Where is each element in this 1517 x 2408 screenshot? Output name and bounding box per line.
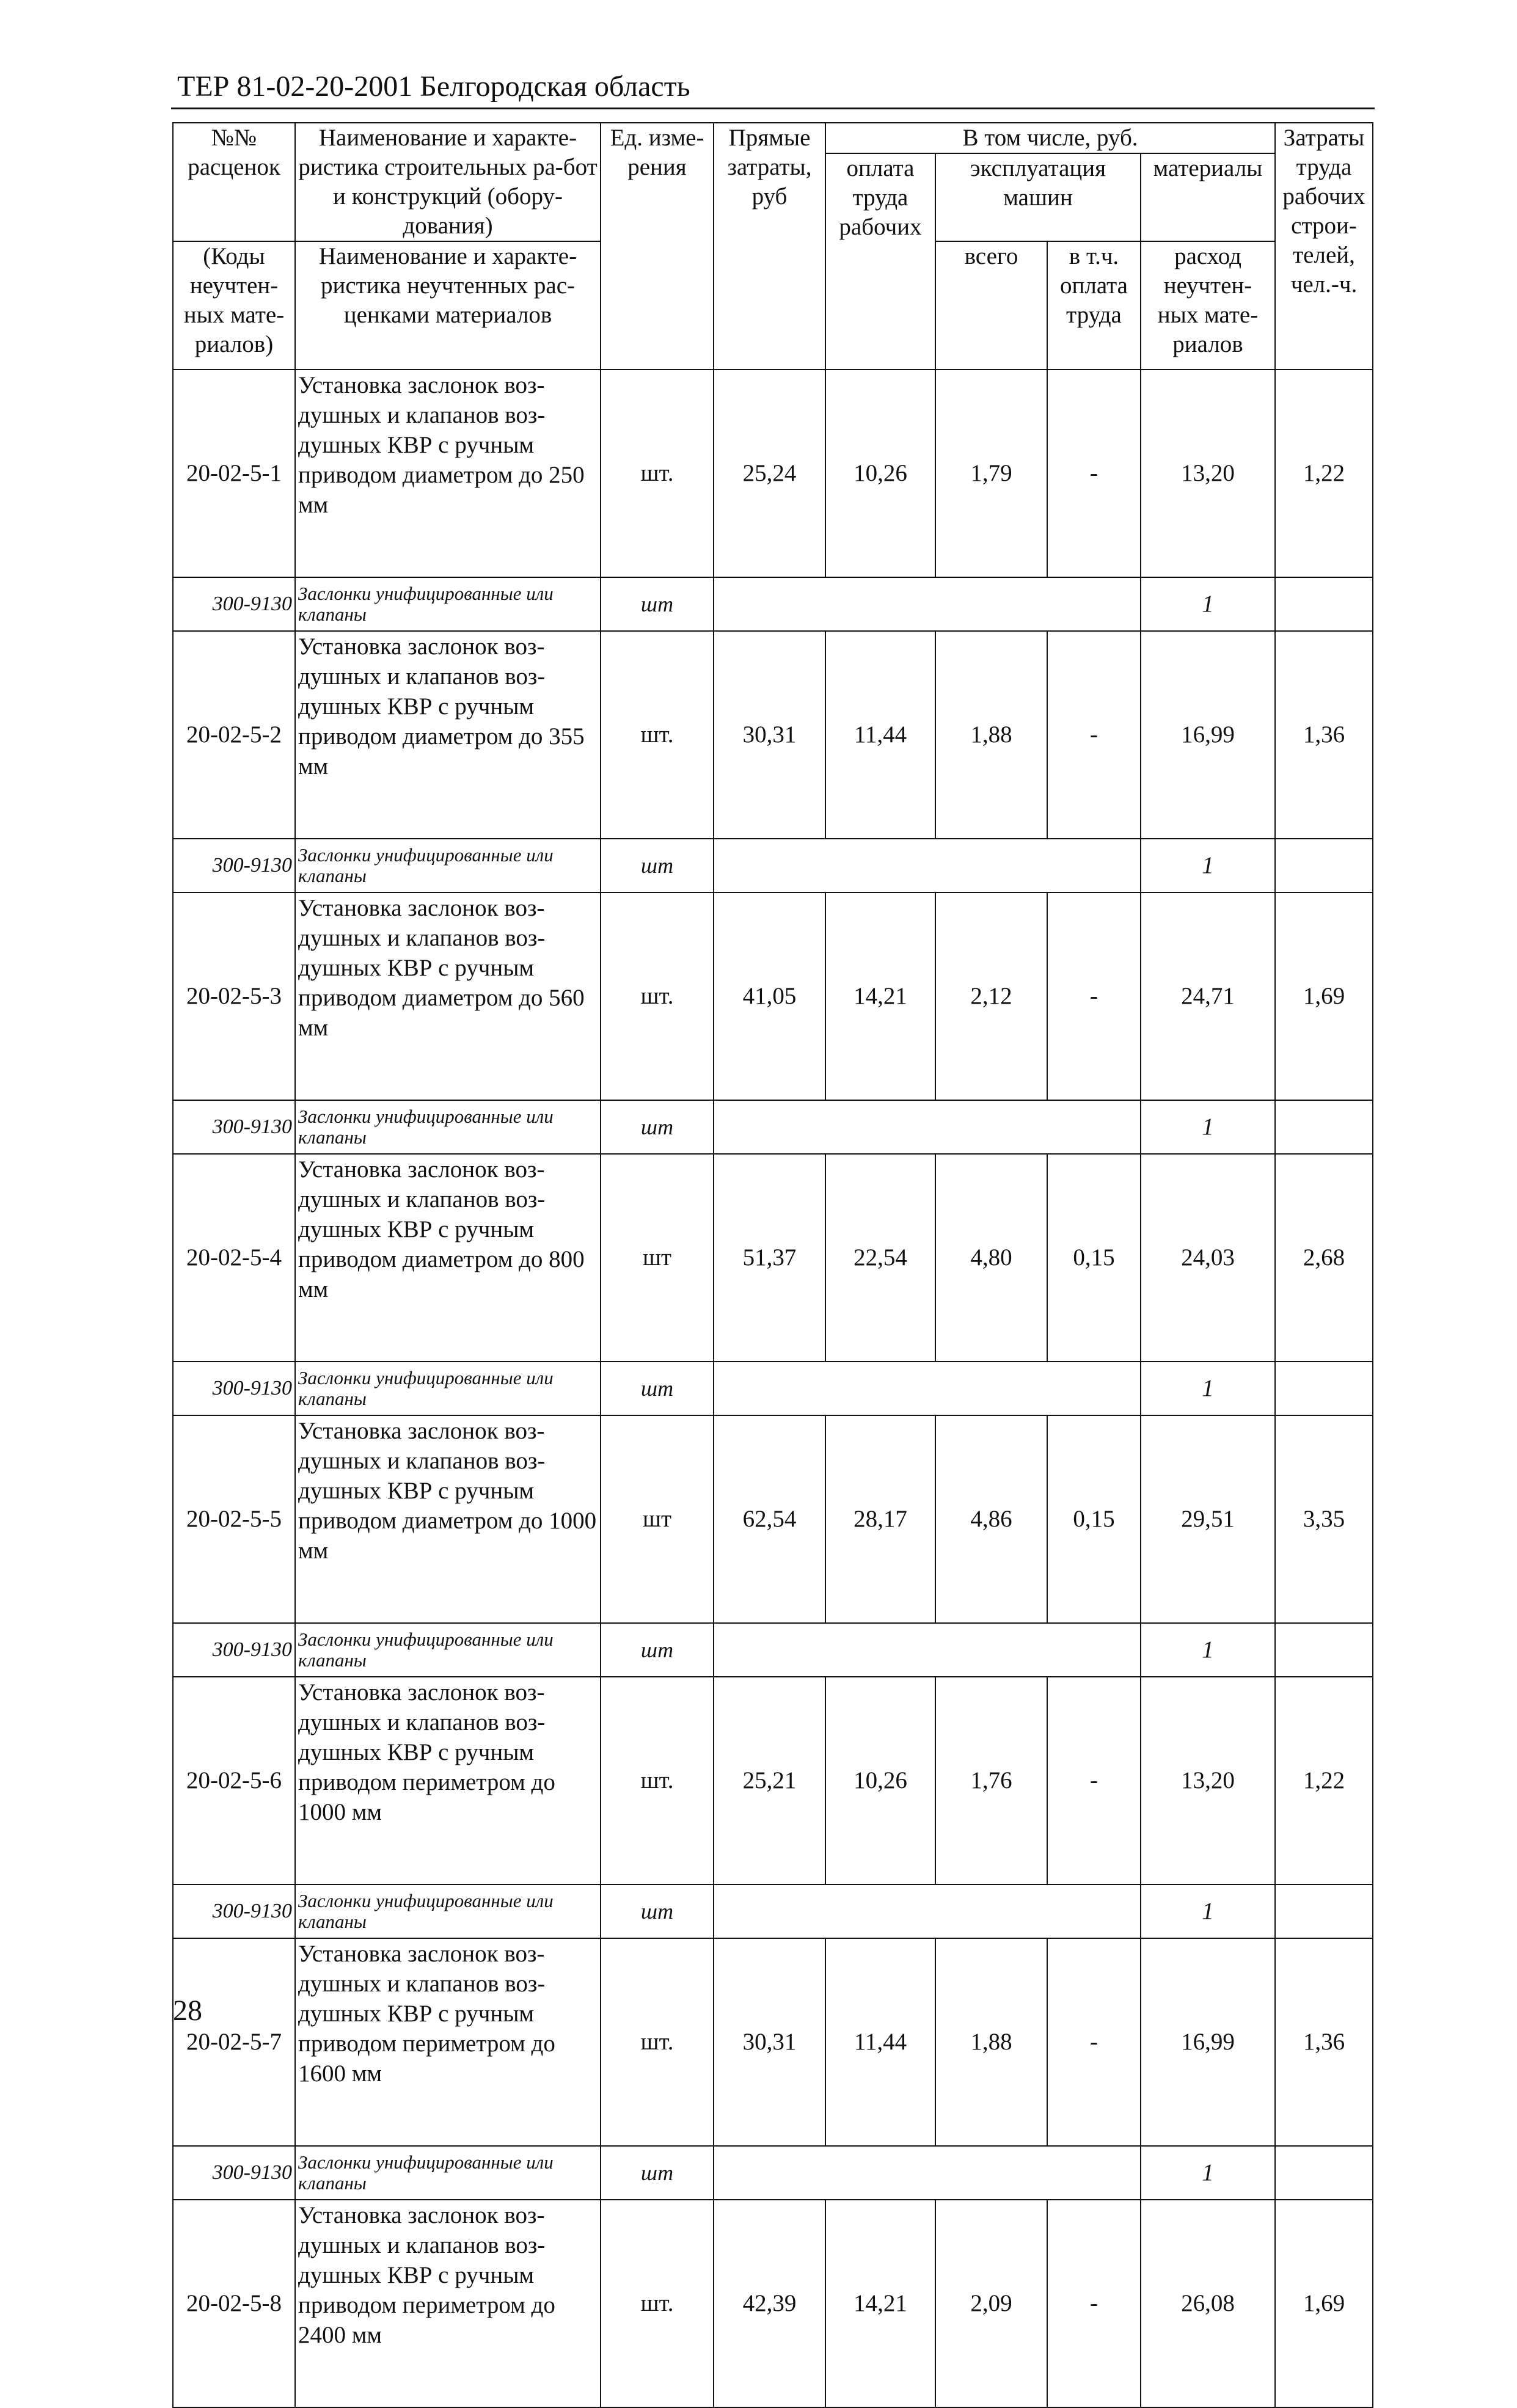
material-unit: шт — [601, 577, 714, 631]
machines-cell: 1,79 — [935, 370, 1047, 577]
material-code: 300-9130 — [173, 1362, 295, 1415]
materials-cell: 13,20 — [1141, 1677, 1275, 1884]
labor-cell: 1,22 — [1275, 370, 1373, 577]
machines-cell: 2,09 — [935, 2200, 1047, 2407]
labor-cell: 1,36 — [1275, 631, 1373, 839]
header-machines: эксплуатация машин — [935, 153, 1141, 241]
material-code: 300-9130 — [173, 1623, 295, 1677]
materials-cell: 24,03 — [1141, 1154, 1275, 1362]
material-blank-cell — [714, 577, 1141, 631]
material-qty: 1 — [1141, 1100, 1275, 1154]
material-row — [173, 839, 1373, 892]
machine-wages-cell: - — [1047, 631, 1141, 839]
material-name: Заслонки унифицированные или клапаны — [295, 1362, 601, 1415]
table-row — [173, 2200, 1373, 2407]
header-machines-total: всего — [935, 241, 1047, 370]
wages-cell: 11,44 — [825, 1938, 935, 2146]
material-name: Заслонки унифицированные или клапаны — [295, 839, 601, 892]
material-unit: шт — [601, 839, 714, 892]
header-machines-wages: в т.ч. оплата труда — [1047, 241, 1141, 370]
machine-wages-cell: - — [1047, 892, 1141, 1100]
table-row — [173, 1938, 1373, 2146]
unit-cell: шт — [601, 1154, 714, 1362]
rate-code: 20-02-5-1 — [173, 370, 295, 577]
material-empty-cell — [1275, 1623, 1373, 1677]
materials-cell: 13,20 — [1141, 370, 1275, 577]
material-name: Заслонки унифицированные или клапаны — [295, 577, 601, 631]
direct-costs-cell: 25,24 — [714, 370, 825, 577]
header-labor: Затраты труда рабочих строи-телей, чел.-ч. — [1275, 123, 1373, 370]
table-row — [173, 631, 1373, 839]
material-code: 300-9130 — [173, 1100, 295, 1154]
material-qty: 1 — [1141, 1362, 1275, 1415]
rate-code: 20-02-5-4 — [173, 1154, 295, 1362]
header-wages: оплата труда рабочих — [825, 153, 935, 370]
materials-cell: 29,51 — [1141, 1415, 1275, 1623]
work-description: Установка заслонок воз-душных и клапанов воз-душных КВР с ручным приводом периметром до 1000 мм — [295, 1677, 601, 1884]
labor-cell: 1,22 — [1275, 1677, 1373, 1884]
table-row — [173, 1677, 1373, 1884]
labor-cell: 1,69 — [1275, 892, 1373, 1100]
material-qty: 1 — [1141, 577, 1275, 631]
unit-cell: шт. — [601, 1677, 714, 1884]
material-empty-cell — [1275, 2146, 1373, 2200]
table-row — [173, 1154, 1373, 1362]
page-header-title: ТЕР 81-02-20-2001 Белгородская область — [177, 70, 690, 103]
machines-cell: 1,88 — [935, 1938, 1047, 2146]
wages-cell: 28,17 — [825, 1415, 935, 1623]
material-unit: шт — [601, 1623, 714, 1677]
work-description: Установка заслонок воз-душных и клапанов воз-душных КВР с ручным приводом диаметром до 800 мм — [295, 1154, 601, 1362]
material-qty: 1 — [1141, 2146, 1275, 2200]
material-unit: шт — [601, 2146, 714, 2200]
material-empty-cell — [1275, 839, 1373, 892]
wages-cell: 10,26 — [825, 370, 935, 577]
machines-cell: 1,76 — [935, 1677, 1047, 1884]
material-unit: шт — [601, 1884, 714, 1938]
labor-cell: 2,68 — [1275, 1154, 1373, 1362]
page-number: 28 — [173, 1994, 202, 2027]
header-materials-alt: расход неучтен-ных мате-риалов — [1141, 241, 1275, 370]
material-qty: 1 — [1141, 839, 1275, 892]
unit-cell: шт. — [601, 631, 714, 839]
header-name: Наименование и характе-ристика строительных ра-бот и конструкций (обору-дования) — [295, 123, 601, 241]
material-row — [173, 2146, 1373, 2200]
rate-code: 20-02-5-6 — [173, 1677, 295, 1884]
machines-cell: 2,12 — [935, 892, 1047, 1100]
header-direct-costs: Прямые затраты, руб — [714, 123, 825, 370]
direct-costs-cell: 30,31 — [714, 631, 825, 839]
material-blank-cell — [714, 1884, 1141, 1938]
machine-wages-cell: - — [1047, 2200, 1141, 2407]
table-body — [173, 123, 1373, 2407]
direct-costs-cell: 41,05 — [714, 892, 825, 1100]
machine-wages-cell: - — [1047, 370, 1141, 577]
material-unit: шт — [601, 1362, 714, 1415]
material-blank-cell — [714, 1623, 1141, 1677]
material-name: Заслонки унифицированные или клапаны — [295, 1100, 601, 1154]
labor-cell: 1,69 — [1275, 2200, 1373, 2407]
direct-costs-cell: 42,39 — [714, 2200, 825, 2407]
wages-cell: 10,26 — [825, 1677, 935, 1884]
material-empty-cell — [1275, 1884, 1373, 1938]
work-description: Установка заслонок воз-душных и клапанов воз-душных КВР с ручным приводом периметром до 1600 мм — [295, 1938, 601, 2146]
material-qty: 1 — [1141, 1623, 1275, 1677]
material-row — [173, 1623, 1373, 1677]
direct-costs-cell: 25,21 — [714, 1677, 825, 1884]
material-name: Заслонки унифицированные или клапаны — [295, 2146, 601, 2200]
labor-cell: 1,36 — [1275, 1938, 1373, 2146]
machines-cell: 1,88 — [935, 631, 1047, 839]
wages-cell: 14,21 — [825, 2200, 935, 2407]
material-blank-cell — [714, 839, 1141, 892]
machine-wages-cell: - — [1047, 1938, 1141, 2146]
header-including: В том числе, руб. — [825, 123, 1275, 153]
materials-cell: 16,99 — [1141, 631, 1275, 839]
materials-cell: 16,99 — [1141, 1938, 1275, 2146]
material-row — [173, 1884, 1373, 1938]
material-empty-cell — [1275, 1100, 1373, 1154]
machine-wages-cell: 0,15 — [1047, 1415, 1141, 1623]
direct-costs-cell: 30,31 — [714, 1938, 825, 2146]
direct-costs-cell: 51,37 — [714, 1154, 825, 1362]
work-description: Установка заслонок воз-душных и клапанов воз-душных КВР с ручным приводом диаметром до 250 мм — [295, 370, 601, 577]
material-blank-cell — [714, 1100, 1141, 1154]
material-name: Заслонки унифицированные или клапаны — [295, 1884, 601, 1938]
wages-cell: 11,44 — [825, 631, 935, 839]
material-code: 300-9130 — [173, 577, 295, 631]
material-empty-cell — [1275, 577, 1373, 631]
table-row — [173, 1415, 1373, 1623]
work-description: Установка заслонок воз-душных и клапанов воз-душных КВР с ручным приводом диаметром до 1000 мм — [295, 1415, 601, 1623]
materials-cell: 24,71 — [1141, 892, 1275, 1100]
rate-code: 20-02-5-7 — [173, 1938, 295, 2146]
material-blank-cell — [714, 2146, 1141, 2200]
machines-cell: 4,80 — [935, 1154, 1047, 1362]
material-code: 300-9130 — [173, 839, 295, 892]
materials-cell: 26,08 — [1141, 2200, 1275, 2407]
wages-cell: 14,21 — [825, 892, 935, 1100]
rate-code: 20-02-5-2 — [173, 631, 295, 839]
price-table — [172, 122, 1373, 2408]
header-materials: материалы — [1141, 153, 1275, 241]
unit-cell: шт. — [601, 2200, 714, 2407]
material-name: Заслонки унифицированные или клапаны — [295, 1623, 601, 1677]
rate-code: 20-02-5-3 — [173, 892, 295, 1100]
header-code: №№ расценок — [173, 123, 295, 241]
material-row — [173, 577, 1373, 631]
table-row — [173, 892, 1373, 1100]
unit-cell: шт. — [601, 1938, 714, 2146]
header-unit: Ед. изме-рения — [601, 123, 714, 370]
direct-costs-cell: 62,54 — [714, 1415, 825, 1623]
header-rule — [171, 108, 1375, 109]
rate-code: 20-02-5-5 — [173, 1415, 295, 1623]
unit-cell: шт — [601, 1415, 714, 1623]
header-row — [173, 123, 1373, 153]
material-row — [173, 1362, 1373, 1415]
rate-code: 20-02-5-8 — [173, 2200, 295, 2407]
header-name-alt: Наименование и характе-ристика неучтенных рас-ценками материалов — [295, 241, 601, 370]
wages-cell: 22,54 — [825, 1154, 935, 1362]
work-description: Установка заслонок воз-душных и клапанов воз-душных КВР с ручным приводом диаметром до 355 мм — [295, 631, 601, 839]
material-code: 300-9130 — [173, 2146, 295, 2200]
unit-cell: шт. — [601, 892, 714, 1100]
material-empty-cell — [1275, 1362, 1373, 1415]
header-code-alt: (Коды неучтен-ных мате-риалов) — [173, 241, 295, 370]
material-blank-cell — [714, 1362, 1141, 1415]
machine-wages-cell: - — [1047, 1677, 1141, 1884]
material-qty: 1 — [1141, 1884, 1275, 1938]
machines-cell: 4,86 — [935, 1415, 1047, 1623]
material-unit: шт — [601, 1100, 714, 1154]
table-row — [173, 370, 1373, 577]
work-description: Установка заслонок воз-душных и клапанов воз-душных КВР с ручным приводом периметром до 2400 мм — [295, 2200, 601, 2407]
unit-cell: шт. — [601, 370, 714, 577]
material-code: 300-9130 — [173, 1884, 295, 1938]
machine-wages-cell: 0,15 — [1047, 1154, 1141, 1362]
labor-cell: 3,35 — [1275, 1415, 1373, 1623]
material-row — [173, 1100, 1373, 1154]
work-description: Установка заслонок воз-душных и клапанов воз-душных КВР с ручным приводом диаметром до 560 мм — [295, 892, 601, 1100]
